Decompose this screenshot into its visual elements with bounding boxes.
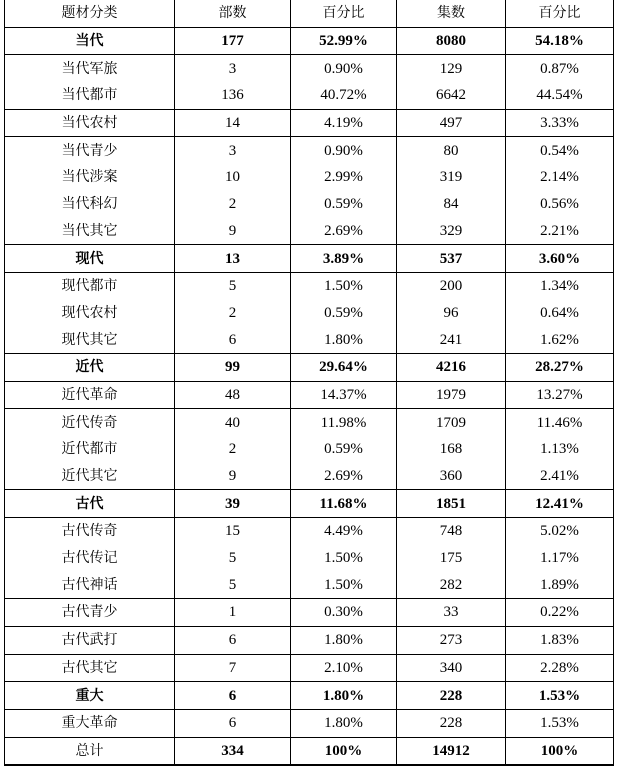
category-cell: 古代传记 (5, 545, 175, 572)
percent-cell: 1.50% (291, 571, 397, 598)
count-cell: 39 (175, 490, 291, 518)
table-row (5, 571, 614, 598)
category-cell: 当代军旅 (5, 55, 175, 82)
table-body (5, 27, 614, 765)
episodes-cell: 319 (397, 164, 506, 191)
count-cell: 2 (175, 436, 291, 463)
percent-cell: 14.37% (291, 381, 397, 409)
episodes-cell: 228 (397, 709, 506, 737)
count-cell: 5 (175, 571, 291, 598)
group-row (5, 682, 614, 710)
percent-cell: 4.19% (291, 109, 397, 137)
episodes-cell: 340 (397, 654, 506, 682)
table-row (5, 709, 614, 737)
episode-percent-cell: 13.27% (506, 381, 614, 409)
episodes-cell: 241 (397, 326, 506, 353)
category-cell: 当代青少 (5, 137, 175, 164)
episode-percent-cell: 0.54% (506, 137, 614, 164)
count-cell: 15 (175, 518, 291, 545)
category-cell: 古代 (5, 490, 175, 518)
episodes-cell: 537 (397, 245, 506, 273)
count-cell: 6 (175, 326, 291, 353)
table-row (5, 55, 614, 82)
header-percent: 百分比 (291, 0, 397, 27)
percent-cell: 2.99% (291, 164, 397, 191)
category-cell: 当代都市 (5, 82, 175, 109)
count-cell: 48 (175, 381, 291, 409)
category-cell: 近代 (5, 353, 175, 381)
header-row (5, 0, 614, 27)
episode-percent-cell: 1.13% (506, 436, 614, 463)
percent-cell: 0.90% (291, 137, 397, 164)
episode-percent-cell: 1.62% (506, 326, 614, 353)
episode-percent-cell: 0.22% (506, 599, 614, 627)
count-cell: 5 (175, 545, 291, 572)
count-cell: 6 (175, 709, 291, 737)
table-row (5, 191, 614, 218)
percent-cell: 1.80% (291, 682, 397, 710)
percent-cell: 3.89% (291, 245, 397, 273)
category-cell: 当代涉案 (5, 164, 175, 191)
episodes-cell: 1709 (397, 409, 506, 436)
count-cell: 3 (175, 55, 291, 82)
episode-percent-cell: 100% (506, 737, 614, 765)
episodes-cell: 200 (397, 272, 506, 299)
percent-cell: 100% (291, 737, 397, 765)
table-row (5, 599, 614, 627)
count-cell: 9 (175, 463, 291, 490)
category-cell: 古代青少 (5, 599, 175, 627)
percent-cell: 1.50% (291, 272, 397, 299)
table-row (5, 381, 614, 409)
episode-percent-cell: 2.41% (506, 463, 614, 490)
table-row (5, 218, 614, 245)
group-row (5, 353, 614, 381)
episode-percent-cell: 12.41% (506, 490, 614, 518)
count-cell: 1 (175, 599, 291, 627)
table-row (5, 164, 614, 191)
table-row (5, 137, 614, 164)
episodes-cell: 497 (397, 109, 506, 137)
group-row (5, 27, 614, 55)
episodes-cell: 80 (397, 137, 506, 164)
category-cell: 古代武打 (5, 626, 175, 654)
episodes-cell: 175 (397, 545, 506, 572)
percent-cell: 2.10% (291, 654, 397, 682)
percent-cell: 0.59% (291, 436, 397, 463)
count-cell: 177 (175, 27, 291, 55)
category-cell: 当代其它 (5, 218, 175, 245)
episodes-cell: 8080 (397, 27, 506, 55)
category-cell: 古代传奇 (5, 518, 175, 545)
count-cell: 2 (175, 300, 291, 327)
category-cell: 近代都市 (5, 436, 175, 463)
percent-cell: 40.72% (291, 82, 397, 109)
category-cell: 近代革命 (5, 381, 175, 409)
count-cell: 9 (175, 218, 291, 245)
count-cell: 334 (175, 737, 291, 765)
group-row (5, 490, 614, 518)
episode-percent-cell: 11.46% (506, 409, 614, 436)
episodes-cell: 33 (397, 599, 506, 627)
table-row (5, 82, 614, 109)
episodes-cell: 748 (397, 518, 506, 545)
category-cell: 近代其它 (5, 463, 175, 490)
percent-cell: 1.80% (291, 326, 397, 353)
category-cell: 古代其它 (5, 654, 175, 682)
percent-cell: 0.90% (291, 55, 397, 82)
category-cell: 现代农村 (5, 300, 175, 327)
episode-percent-cell: 3.60% (506, 245, 614, 273)
episode-percent-cell: 0.56% (506, 191, 614, 218)
table-row (5, 463, 614, 490)
category-cell: 现代 (5, 245, 175, 273)
count-cell: 6 (175, 682, 291, 710)
genre-table (4, 0, 614, 766)
episodes-cell: 228 (397, 682, 506, 710)
count-cell: 99 (175, 353, 291, 381)
percent-cell: 0.59% (291, 300, 397, 327)
table-row (5, 436, 614, 463)
episode-percent-cell: 2.28% (506, 654, 614, 682)
percent-cell: 4.49% (291, 518, 397, 545)
percent-cell: 0.30% (291, 599, 397, 627)
table-row (5, 654, 614, 682)
episode-percent-cell: 0.64% (506, 300, 614, 327)
count-cell: 7 (175, 654, 291, 682)
percent-cell: 11.68% (291, 490, 397, 518)
table-row (5, 272, 614, 299)
group-row (5, 245, 614, 273)
table-row (5, 300, 614, 327)
episode-percent-cell: 1.53% (506, 709, 614, 737)
episodes-cell: 282 (397, 571, 506, 598)
header-count: 部数 (175, 0, 291, 27)
episode-percent-cell: 1.89% (506, 571, 614, 598)
episode-percent-cell: 54.18% (506, 27, 614, 55)
episode-percent-cell: 0.87% (506, 55, 614, 82)
table-row (5, 409, 614, 436)
category-cell: 当代 (5, 27, 175, 55)
percent-cell: 0.59% (291, 191, 397, 218)
episodes-cell: 4216 (397, 353, 506, 381)
count-cell: 40 (175, 409, 291, 436)
episode-percent-cell: 1.83% (506, 626, 614, 654)
table-row (5, 326, 614, 353)
header-episodes: 集数 (397, 0, 506, 27)
category-cell: 重大革命 (5, 709, 175, 737)
count-cell: 10 (175, 164, 291, 191)
percent-cell: 2.69% (291, 218, 397, 245)
episode-percent-cell: 2.14% (506, 164, 614, 191)
episodes-cell: 6642 (397, 82, 506, 109)
episodes-cell: 1851 (397, 490, 506, 518)
episode-percent-cell: 28.27% (506, 353, 614, 381)
percent-cell: 11.98% (291, 409, 397, 436)
episodes-cell: 168 (397, 436, 506, 463)
percent-cell: 2.69% (291, 463, 397, 490)
category-cell: 总计 (5, 737, 175, 765)
episodes-cell: 360 (397, 463, 506, 490)
table-row (5, 109, 614, 137)
episode-percent-cell: 2.21% (506, 218, 614, 245)
percent-cell: 29.64% (291, 353, 397, 381)
episodes-cell: 96 (397, 300, 506, 327)
count-cell: 136 (175, 82, 291, 109)
category-cell: 古代神话 (5, 571, 175, 598)
percent-cell: 1.80% (291, 626, 397, 654)
episode-percent-cell: 5.02% (506, 518, 614, 545)
category-cell: 当代科幻 (5, 191, 175, 218)
header-category: 题材分类 (5, 0, 175, 27)
percent-cell: 52.99% (291, 27, 397, 55)
header-episode-percent: 百分比 (506, 0, 614, 27)
percent-cell: 1.50% (291, 545, 397, 572)
episodes-cell: 129 (397, 55, 506, 82)
category-cell: 当代农村 (5, 109, 175, 137)
percent-cell: 1.80% (291, 709, 397, 737)
count-cell: 5 (175, 272, 291, 299)
table-row (5, 626, 614, 654)
episode-percent-cell: 3.33% (506, 109, 614, 137)
episodes-cell: 1979 (397, 381, 506, 409)
count-cell: 3 (175, 137, 291, 164)
category-cell: 现代都市 (5, 272, 175, 299)
count-cell: 2 (175, 191, 291, 218)
episode-percent-cell: 44.54% (506, 82, 614, 109)
table-row (5, 518, 614, 545)
episode-percent-cell: 1.53% (506, 682, 614, 710)
table-row (5, 545, 614, 572)
episode-percent-cell: 1.34% (506, 272, 614, 299)
total-row (5, 737, 614, 765)
count-cell: 6 (175, 626, 291, 654)
category-cell: 现代其它 (5, 326, 175, 353)
episodes-cell: 84 (397, 191, 506, 218)
count-cell: 14 (175, 109, 291, 137)
episodes-cell: 273 (397, 626, 506, 654)
episode-percent-cell: 1.17% (506, 545, 614, 572)
episodes-cell: 329 (397, 218, 506, 245)
episodes-cell: 14912 (397, 737, 506, 765)
count-cell: 13 (175, 245, 291, 273)
category-cell: 重大 (5, 682, 175, 710)
category-cell: 近代传奇 (5, 409, 175, 436)
